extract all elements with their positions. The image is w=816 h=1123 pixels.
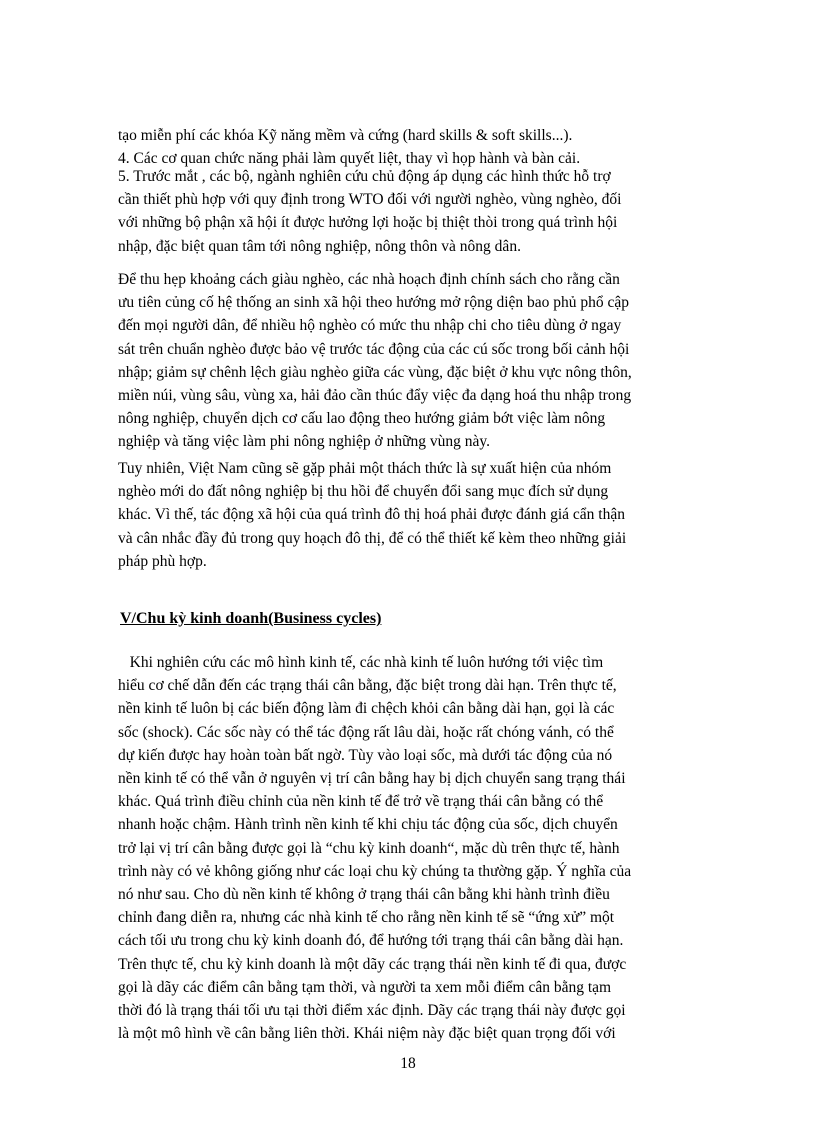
section-paragraph bbox=[118, 651, 708, 1045]
text-line: nhập, đặc biệt quan tâm tới nông nghiệp, nông thôn và nông dân. bbox=[118, 237, 521, 255]
text-line: Để thu hẹp khoảng cách giàu nghèo, các nhà hoạch định chính sách cho rằng cần bbox=[118, 271, 620, 288]
text-line: khác. Vì thế, tác động xã hội của quá trình đô thị hoá phải được đánh giá cẩn thận bbox=[118, 506, 625, 524]
text-line: nhanh hoặc chậm. Hành trình nền kinh tế khi chịu tác động của sốc, dịch chuyển bbox=[118, 816, 618, 834]
text-line: nền kinh tế có thể vẫn ở nguyên vị trí cân bằng hay bị dịch chuyển sang trạng thái bbox=[118, 770, 626, 788]
text-line: là một mô hình về cân bằng liên thời. Khái niệm này đặc biệt quan trọng đối với bbox=[118, 1025, 616, 1043]
text-line: nông nghiệp, chuyển dịch cơ cấu lao động theo hướng giảm bớt việc làm nông bbox=[118, 410, 606, 428]
text-line: Trên thực tế, chu kỳ kinh doanh là một dãy các trạng thái nền kinh tế đi qua, được bbox=[118, 955, 627, 973]
text-line: trình này có vẻ không giống như các loại chu kỳ chúng ta thường gặp. Ý nghĩa của bbox=[118, 862, 632, 880]
text-line: nghiệp và tăng việc làm phi nông nghiệp ở những vùng này. bbox=[118, 433, 491, 451]
text-line: với những bộ phận xã hội ít được hưởng lợi hoặc bị thiệt thòi trong quá trình hội bbox=[118, 214, 618, 232]
paragraph-4 bbox=[118, 457, 708, 573]
text-line: miền núi, vùng sâu, vùng xa, hải đảo cần thúc đẩy việc đa dạng hoá thu nhập trong bbox=[118, 387, 632, 405]
text-line: nền kinh tế luôn bị các biến động làm đi chệch khỏi cân bằng dài hạn, gọi là các bbox=[118, 700, 615, 718]
text-line: Tuy nhiên, Việt Nam cũng sẽ gặp phải một thách thức là sự xuất hiện của nhóm bbox=[118, 460, 612, 477]
text-line: Khi nghiên cứu các mô hình kinh tế, các nhà kinh tế luôn hướng tới việc tìm bbox=[118, 654, 604, 671]
text-line: nhập; giảm sự chênh lệch giàu nghèo giữa các vùng, đặc biệt ở khu vực nông thôn, bbox=[118, 363, 632, 381]
text-line: 5. Trước mắt , các bộ, ngành nghiên cứu chủ động áp dụng các hình thức hỗ trợ bbox=[118, 168, 611, 185]
paragraph-3 bbox=[118, 268, 708, 454]
text-line: ưu tiên củng cố hệ thống an sinh xã hội theo hướng mở rộng diện bao phủ phổ cập bbox=[118, 294, 630, 312]
text-line: sốc (shock). Các sốc này có thể tác động rất lâu dài, hoặc rất chóng vánh, có thể bbox=[118, 723, 614, 741]
text-line: gọi là dãy các điểm cân bằng tạm thời, và người ta xem mỗi điểm cân bằng tạm bbox=[118, 978, 612, 996]
text-line: nghèo mới do đất nông nghiệp bị thu hồi để chuyển đổi sang mục đích sử dụng bbox=[118, 483, 609, 501]
text-line: đến mọi người dân, để nhiều hộ nghèo có mức thu nhập chi cho tiêu dùng ở ngay bbox=[118, 317, 622, 335]
text-line: pháp phù hợp. bbox=[118, 552, 207, 570]
text-line: thời đó là trạng thái tối ưu tại thời điểm xác định. Dãy các trạng thái này được gọi bbox=[118, 1002, 626, 1020]
page-number: 18 bbox=[400, 1055, 416, 1072]
text-line: và cân nhắc đầy đủ trong quy hoạch đô thị, để có thể thiết kế kèm theo những giải bbox=[118, 529, 627, 547]
text-line: cách tối ưu trong chu kỳ kinh doanh đó, để hướng tới trạng thái cân bằng dài hạn. bbox=[118, 932, 624, 950]
section-heading: V/Chu kỳ kinh doanh(Business cycles) bbox=[120, 610, 382, 627]
text-line: khác. Quá trình điều chỉnh của nền kinh tế để trở về trạng thái cân bằng có thể bbox=[118, 793, 604, 811]
paragraph-2 bbox=[118, 165, 708, 258]
text-line: cần thiết phù hợp với quy định trong WTO đối với người nghèo, vùng nghèo, đối bbox=[118, 191, 622, 209]
text-line: nó như sau. Cho dù nền kinh tế không ở trạng thái cân bằng khi hành trình điều bbox=[118, 886, 610, 904]
text-line: chỉnh đang diễn ra, nhưng các nhà kinh tế cho rằng nền kinh tế sẽ “ứng xử” một bbox=[118, 909, 615, 927]
text-line: hiểu cơ chế dẫn đến các trạng thái cân bằng, đặc biệt trong dài hạn. Trên thực tế, bbox=[118, 677, 617, 695]
text-line: tạo miễn phí các khóa Kỹ năng mềm và cứng (hard skills & soft skills...). bbox=[118, 127, 573, 144]
text-line: dự kiến được hay hoàn toàn bất ngờ. Tùy vào loại sốc, mà dưới tác động của nó bbox=[118, 746, 613, 764]
paragraph-1 bbox=[118, 124, 708, 170]
text-line: 4. Các cơ quan chức năng phải làm quyết liệt, thay vì họp hành và bàn cải. bbox=[118, 150, 581, 168]
text-line: sát trên chuẩn nghèo được bảo vệ trước tác động của các cú sốc trong bối cảnh hội bbox=[118, 340, 630, 358]
text-line: trở lại vị trí cân bằng được gọi là “chu kỳ kinh doanh“, mặc dù trên thực tế, hành bbox=[118, 839, 620, 857]
